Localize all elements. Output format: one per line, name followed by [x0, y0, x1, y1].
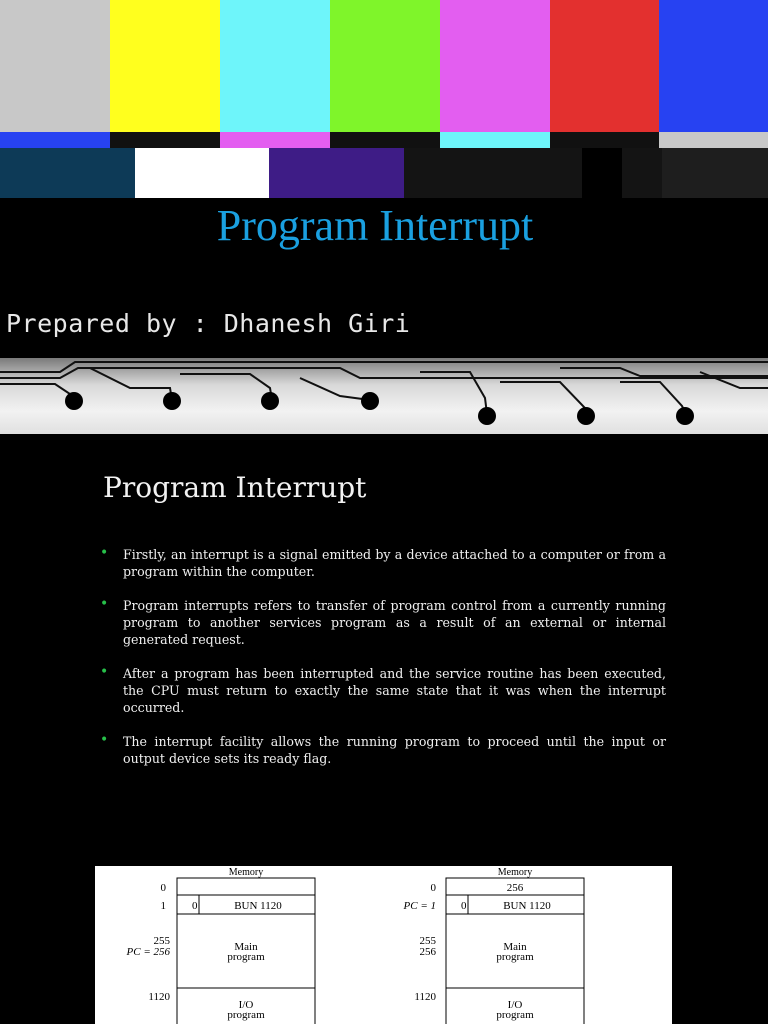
- pc-label: PC = 1: [403, 900, 436, 912]
- color-bar-top-6: [550, 0, 659, 132]
- bullet-item: [100, 733, 666, 767]
- circuit-node: [478, 407, 496, 425]
- memory-cell-opcode: 0: [461, 900, 467, 912]
- color-bar-top-7: [659, 0, 768, 132]
- color-bar-mid-7: [659, 132, 768, 148]
- color-bar-mid-3: [220, 132, 330, 148]
- circuit-node: [361, 392, 379, 410]
- color-bar-bottom-4: [404, 148, 544, 198]
- address-label: 255: [153, 935, 170, 947]
- circuit-node: [163, 392, 181, 410]
- address-label: 0: [160, 882, 166, 894]
- color-bar-mid-5: [440, 132, 550, 148]
- memory-cell-value: 256: [506, 882, 524, 894]
- address-label: 1120: [414, 991, 436, 1003]
- color-bar-bottom-8: [662, 148, 768, 198]
- address-label: 0: [430, 882, 436, 894]
- circuit-node: [261, 392, 279, 410]
- bullet-item: [100, 597, 666, 648]
- io-program-label: program: [227, 1009, 265, 1021]
- io-program-label: program: [496, 1009, 534, 1021]
- color-bar-bottom-3: [269, 148, 404, 198]
- color-bar-top-4: [330, 0, 440, 132]
- color-bar-top-1: [0, 0, 110, 132]
- address-label: 256: [419, 946, 436, 958]
- memory-header: Memory: [228, 867, 264, 878]
- io-program-label: I/O: [238, 999, 254, 1011]
- memory-cell-opcode: 0: [192, 900, 198, 912]
- color-bar-mid-1: [0, 132, 110, 148]
- bullet-text: Program interrupts refers to transfer of program control from a currently running program to another services program as a result of an external or internal generated request.: [123, 598, 666, 647]
- color-bar-top-5: [440, 0, 550, 132]
- color-bars: [0, 0, 768, 198]
- bullet-icon: •: [100, 596, 109, 612]
- bullet-list: [100, 546, 666, 784]
- main-program-label: Main: [503, 941, 527, 953]
- address-label: 255: [419, 935, 436, 947]
- main-program-label: program: [496, 951, 534, 963]
- color-bar-mid-6: [550, 132, 659, 148]
- bullet-item: [100, 665, 666, 716]
- address-label: 1: [160, 900, 166, 912]
- main-program-label: Main: [234, 941, 258, 953]
- bullet-text: Firstly, an interrupt is a signal emitted by a device attached to a computer or from a program within the computer.: [123, 547, 666, 579]
- color-bar-bottom-6: [582, 148, 622, 198]
- color-bar-top-3: [220, 0, 330, 132]
- circuit-node: [577, 407, 595, 425]
- circuit-node: [676, 407, 694, 425]
- memory-header: Memory: [497, 867, 533, 878]
- circuit-background: [0, 358, 768, 434]
- pc-label: PC = 256: [126, 946, 170, 958]
- bullet-text: After a program has been interrupted and the service routine has been executed, the CPU must return to exactly the same state that it was when the interrupt occurred.: [123, 666, 666, 715]
- slide-title: Program Interrupt: [216, 201, 534, 250]
- bullet-item: [100, 546, 666, 580]
- color-bar-bottom-2: [135, 148, 269, 198]
- bullet-text: The interrupt facility allows the running program to proceed until the input or output device sets its ready flag.: [123, 734, 666, 766]
- content-slide-title: Program Interrupt: [103, 471, 367, 504]
- memory-diagram: [95, 866, 672, 1024]
- bullet-icon: •: [100, 545, 109, 561]
- circuit-board-strip: [0, 358, 768, 434]
- prepared-by-text: Prepared by : Dhanesh Giri: [6, 309, 411, 338]
- memory-cell-instruction: BUN 1120: [503, 900, 551, 912]
- color-bar-bottom-7: [622, 148, 662, 198]
- io-program-label: I/O: [507, 999, 523, 1011]
- main-program-label: program: [227, 951, 265, 963]
- circuit-node: [65, 392, 83, 410]
- color-bar-bottom-1: [0, 148, 135, 198]
- color-bar-mid-4: [330, 132, 440, 148]
- bullet-icon: •: [100, 664, 109, 680]
- color-bar-mid-2: [110, 132, 220, 148]
- memory-cell-instruction: BUN 1120: [234, 900, 282, 912]
- bullet-icon: •: [100, 732, 109, 748]
- color-bar-bottom-5: [544, 148, 582, 198]
- address-label: 1120: [148, 991, 170, 1003]
- color-bar-top-2: [110, 0, 220, 132]
